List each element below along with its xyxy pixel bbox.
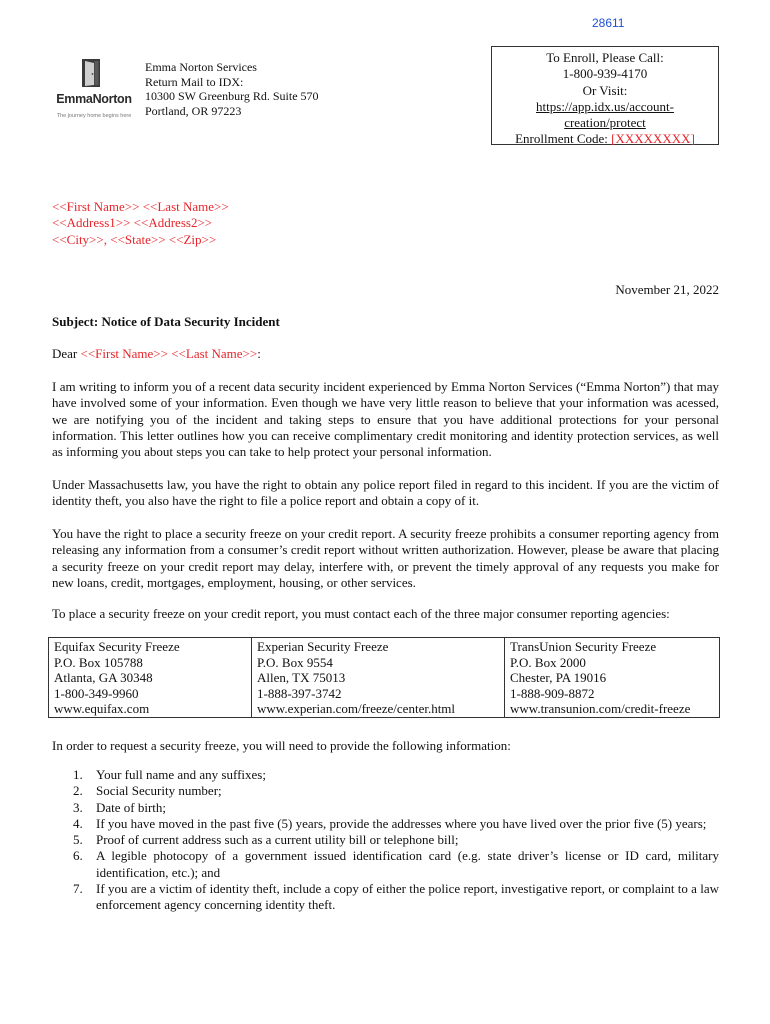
list-number: 7. [73, 881, 83, 897]
logo-brand-text: EmmaNorton [56, 92, 132, 106]
list-number: 2. [73, 783, 83, 799]
list-text: If you are a victim of identity theft, include a copy of either the police report, investigative report, or complaint to a law enforcement agency concerning identity theft. [96, 881, 719, 913]
agency-cell-experian [252, 638, 505, 718]
salutation-name: <<First Name>> <<Last Name>> [80, 346, 258, 361]
list-number: 3. [73, 799, 83, 815]
agency-city: Atlanta, GA 30348 [54, 670, 153, 686]
list-number: 4. [73, 815, 83, 831]
agency-url[interactable]: www.equifax.com [54, 701, 150, 717]
agency-cell-transunion [505, 638, 720, 718]
agency-city: Chester, PA 19016 [510, 670, 607, 686]
letter-subject: Subject: Notice of Data Security Incident [52, 314, 280, 329]
list-text: Social Security number; [96, 783, 222, 799]
list-item [52, 800, 719, 816]
agencies-table [48, 637, 720, 718]
list-item [52, 832, 719, 848]
document-id: 28611 [592, 16, 625, 30]
sender-line: Return Mail to IDX: [145, 74, 244, 89]
list-text: Date of birth; [96, 799, 167, 815]
agency-address: P.O. Box 105788 [54, 654, 143, 670]
agency-phone: 1-888-909-8872 [510, 685, 595, 701]
salutation [52, 346, 261, 362]
list-number: 1. [73, 767, 83, 782]
recipient-street: <<Address1>> <<Address2>> [52, 215, 213, 231]
list-item [52, 881, 719, 914]
agency-phone: 1-800-349-9960 [54, 685, 139, 701]
requirements-intro: In order to request a security freeze, you will need to provide the following information: [52, 738, 511, 753]
enroll-code-label: Enrollment Code: [515, 131, 608, 147]
requirements-list [52, 767, 719, 914]
recipient-city-state-zip: <<City>>, <<State>> <<Zip>> [52, 231, 217, 247]
list-text: If you have moved in the past five (5) years, provide the addresses where you have lived over the prior five (5) years; [96, 815, 707, 831]
agency-url[interactable]: www.experian.com/freeze/center.html [257, 701, 456, 717]
list-item [52, 848, 719, 881]
paragraph-security-freeze: You have the right to place a security freeze on your credit report. A security freeze prohibits a consumer reporting agency from releasing any information from a consumer’s credit report without written authorization. However, please be aware that placing a security freeze on your credit report may delay, interfere with, or prevent the timely approval of any requests you make for new loans, credit, mortgages, employment, housing, or other services. [52, 526, 719, 590]
door-logo-icon [81, 58, 101, 88]
list-item [52, 816, 719, 832]
agency-address: P.O. Box 9554 [257, 654, 333, 670]
list-text: A legible photocopy of a government issued identification card (e.g. state driver’s license or ID card, military identification, etc.); and [96, 848, 719, 880]
enroll-visit-label: Or Visit: [582, 82, 628, 98]
agency-address: P.O. Box 2000 [510, 654, 586, 670]
paragraph-freeze-instructions: To place a security freeze on your credit report, you must contact each of the three major consumer reporting agencies: [52, 606, 670, 621]
table-row [49, 638, 720, 718]
sender-address [145, 60, 319, 119]
sender-line: Emma Norton Services [145, 60, 257, 74]
list-text: Proof of current address such as a current utility bill or telephone bill; [96, 832, 459, 848]
list-item [52, 783, 719, 799]
enroll-phone: 1-800-939-4170 [562, 66, 648, 82]
enrollment-box [491, 46, 719, 145]
letter-date: November 21, 2022 [615, 282, 719, 297]
recipient-name: <<First Name>> <<Last Name>> [52, 199, 229, 214]
salutation-suffix: : [257, 346, 261, 361]
agency-phone: 1-888-397-3742 [257, 685, 342, 701]
enroll-url-line-2[interactable]: creation/protect [564, 115, 646, 131]
agency-url[interactable]: www.transunion.com/credit-freeze [510, 701, 691, 717]
enroll-code-row [492, 131, 718, 147]
paragraph-incident-notice: I am writing to inform you of a recent data security incident experienced by Emma Norton Services (“Emma Norton”) that may have involved some of your information. Even though we have very little reason to believe that your information was acessed, we are notifying you of the incident and taking steps to ensure that you have additional protections for your personal information. This letter outlines how you can receive complimentary credit monitoring and identity protection services, as well as informing you about steps you can take to help protect your personal information. [52, 379, 719, 460]
agency-name: Equifax Security Freeze [54, 639, 180, 654]
company-logo [49, 58, 139, 118]
recipient-address [52, 199, 229, 248]
list-number: 5. [73, 832, 83, 848]
salutation-prefix: Dear [52, 346, 81, 361]
agency-city: Allen, TX 75013 [257, 670, 346, 686]
list-item [52, 767, 719, 783]
logo-tagline: The journey home begins here [56, 113, 132, 119]
enroll-url-line-1[interactable]: https://app.idx.us/account- [536, 98, 674, 114]
agency-cell-equifax [49, 638, 252, 718]
sender-line: Portland, OR 97223 [145, 104, 242, 119]
agency-name: TransUnion Security Freeze [510, 639, 657, 654]
paragraph-police-report: Under Massachusetts law, you have the right to obtain any police report filed in regard to this incident. If you are the victim of identity theft, you also have the right to file a police report and obtain a copy of it. [52, 477, 719, 509]
list-text: Your full name and any suffixes; [96, 767, 266, 782]
list-number: 6. [73, 848, 83, 864]
enroll-call-label: To Enroll, Please Call: [546, 50, 664, 65]
agency-name: Experian Security Freeze [257, 639, 389, 654]
enroll-code-value: [XXXXXXXX] [611, 131, 695, 147]
sender-line: 10300 SW Greenburg Rd. Suite 570 [145, 89, 319, 104]
